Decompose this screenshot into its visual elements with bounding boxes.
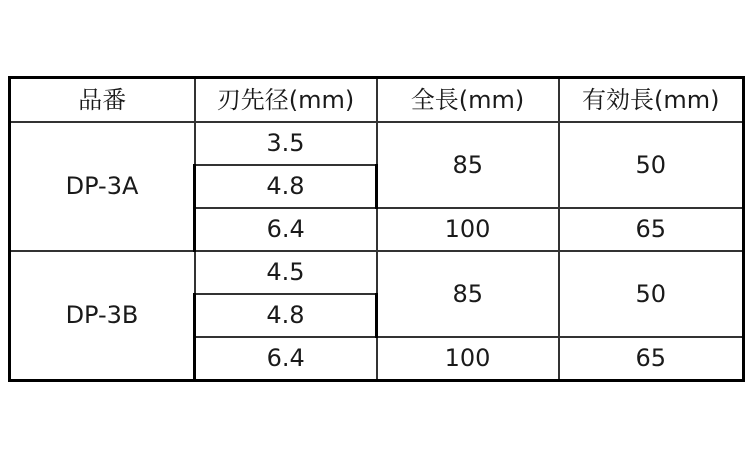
cell-effective-length: 65 [559, 337, 744, 381]
header-effective-length: 有効長(mm) [559, 78, 744, 123]
cell-diameter: 4.8 [195, 165, 377, 208]
cell-diameter: 4.8 [195, 294, 377, 337]
header-tip-diameter: 刃先径(mm) [195, 78, 377, 123]
cell-diameter: 6.4 [195, 208, 377, 251]
table-header-row [10, 78, 744, 123]
cell-total-length-merged: 85 [377, 122, 559, 208]
cell-part-no-dp3a: DP-3A [10, 122, 195, 251]
cell-part-no-dp3b: DP-3B [10, 251, 195, 381]
cell-diameter: 6.4 [195, 337, 377, 381]
cell-total-length-merged: 85 [377, 251, 559, 337]
cell-diameter: 3.5 [195, 122, 377, 165]
cell-effective-length-merged: 50 [559, 122, 744, 208]
table-row [10, 122, 744, 165]
cell-effective-length: 65 [559, 208, 744, 251]
spec-table [8, 76, 745, 382]
header-part-number: 品番 [10, 78, 195, 123]
cell-total-length: 100 [377, 208, 559, 251]
header-total-length: 全長(mm) [377, 78, 559, 123]
cell-diameter: 4.5 [195, 251, 377, 294]
table-row [10, 251, 744, 294]
cell-total-length: 100 [377, 337, 559, 381]
cell-effective-length-merged: 50 [559, 251, 744, 337]
